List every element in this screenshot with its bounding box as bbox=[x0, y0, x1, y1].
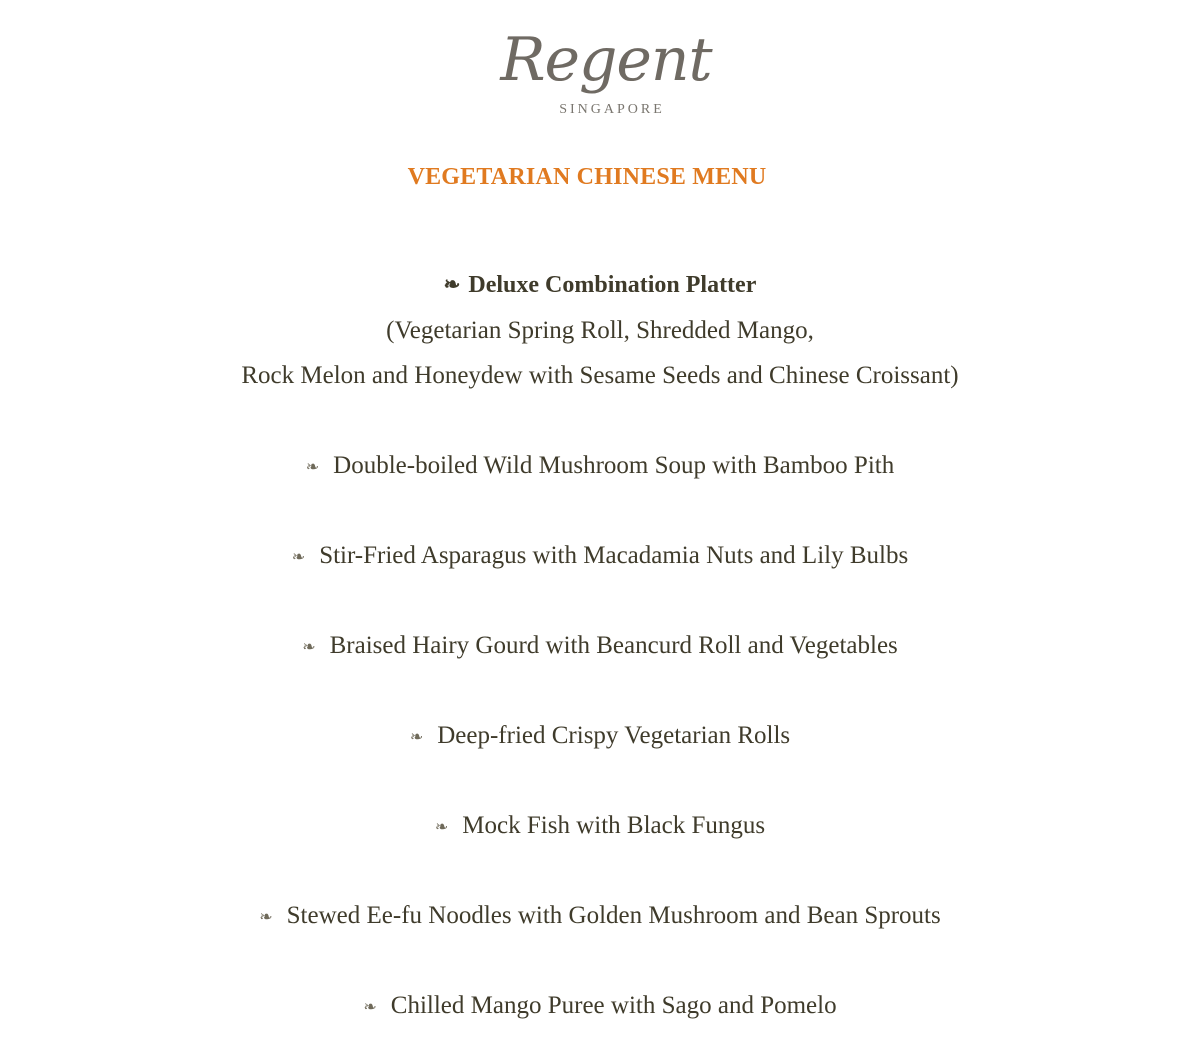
menu-item bbox=[0, 451, 1200, 483]
leaf-scroll-icon: ❧ bbox=[259, 909, 273, 926]
menu-item bbox=[0, 721, 1200, 753]
menu-item-name: Deep-fried Crispy Vegetarian Rolls bbox=[437, 722, 791, 749]
menu-item-name: Double-boiled Wild Mushroom Soup with Bamboo Pith bbox=[333, 452, 895, 479]
leaf-scroll-icon: ❧ bbox=[305, 459, 320, 476]
menu-item bbox=[0, 541, 1200, 573]
leaf-scroll-icon: ❧ bbox=[302, 639, 316, 656]
logo-wordmark: Regent bbox=[500, 25, 712, 95]
menu-item bbox=[0, 631, 1200, 663]
menu-item-name: Stir-Fried Asparagus with Macadamia Nuts and Lily Bulbs bbox=[319, 542, 909, 569]
featured-description-line-1: (Vegetarian Spring Roll, Shredded Mango, bbox=[386, 317, 814, 344]
leaf-scroll-icon: ❧ bbox=[434, 819, 449, 836]
menu-item-name: Braised Hairy Gourd with Beancurd Roll and Vegetables bbox=[329, 632, 898, 659]
menu-item-name: Mock Fish with Black Fungus bbox=[462, 812, 766, 839]
leaf-scroll-icon: ❧ bbox=[363, 999, 377, 1016]
featured-dish-name: Deluxe Combination Platter bbox=[468, 272, 757, 298]
menu-title: VEGETARIAN CHINESE MENU bbox=[407, 164, 767, 190]
menu-item bbox=[0, 991, 1200, 1023]
logo-location: SINGAPORE bbox=[559, 102, 665, 117]
menu-item bbox=[0, 811, 1200, 843]
menu-item-name: Stewed Ee-fu Noodles with Golden Mushroom and Bean Sprouts bbox=[286, 902, 941, 929]
leaf-scroll-icon: ❧ bbox=[409, 729, 424, 746]
featured-description-line-2: Rock Melon and Honeydew with Sesame Seeds and Chinese Croissant) bbox=[241, 362, 959, 389]
regent-logo bbox=[0, 22, 1200, 118]
leaf-scroll-icon: ❧ bbox=[443, 274, 461, 296]
menu-item-name: Chilled Mango Puree with Sago and Pomelo bbox=[390, 992, 837, 1019]
leaf-scroll-icon: ❧ bbox=[291, 549, 306, 566]
featured-dish bbox=[0, 270, 1200, 300]
menu-item bbox=[0, 901, 1200, 933]
